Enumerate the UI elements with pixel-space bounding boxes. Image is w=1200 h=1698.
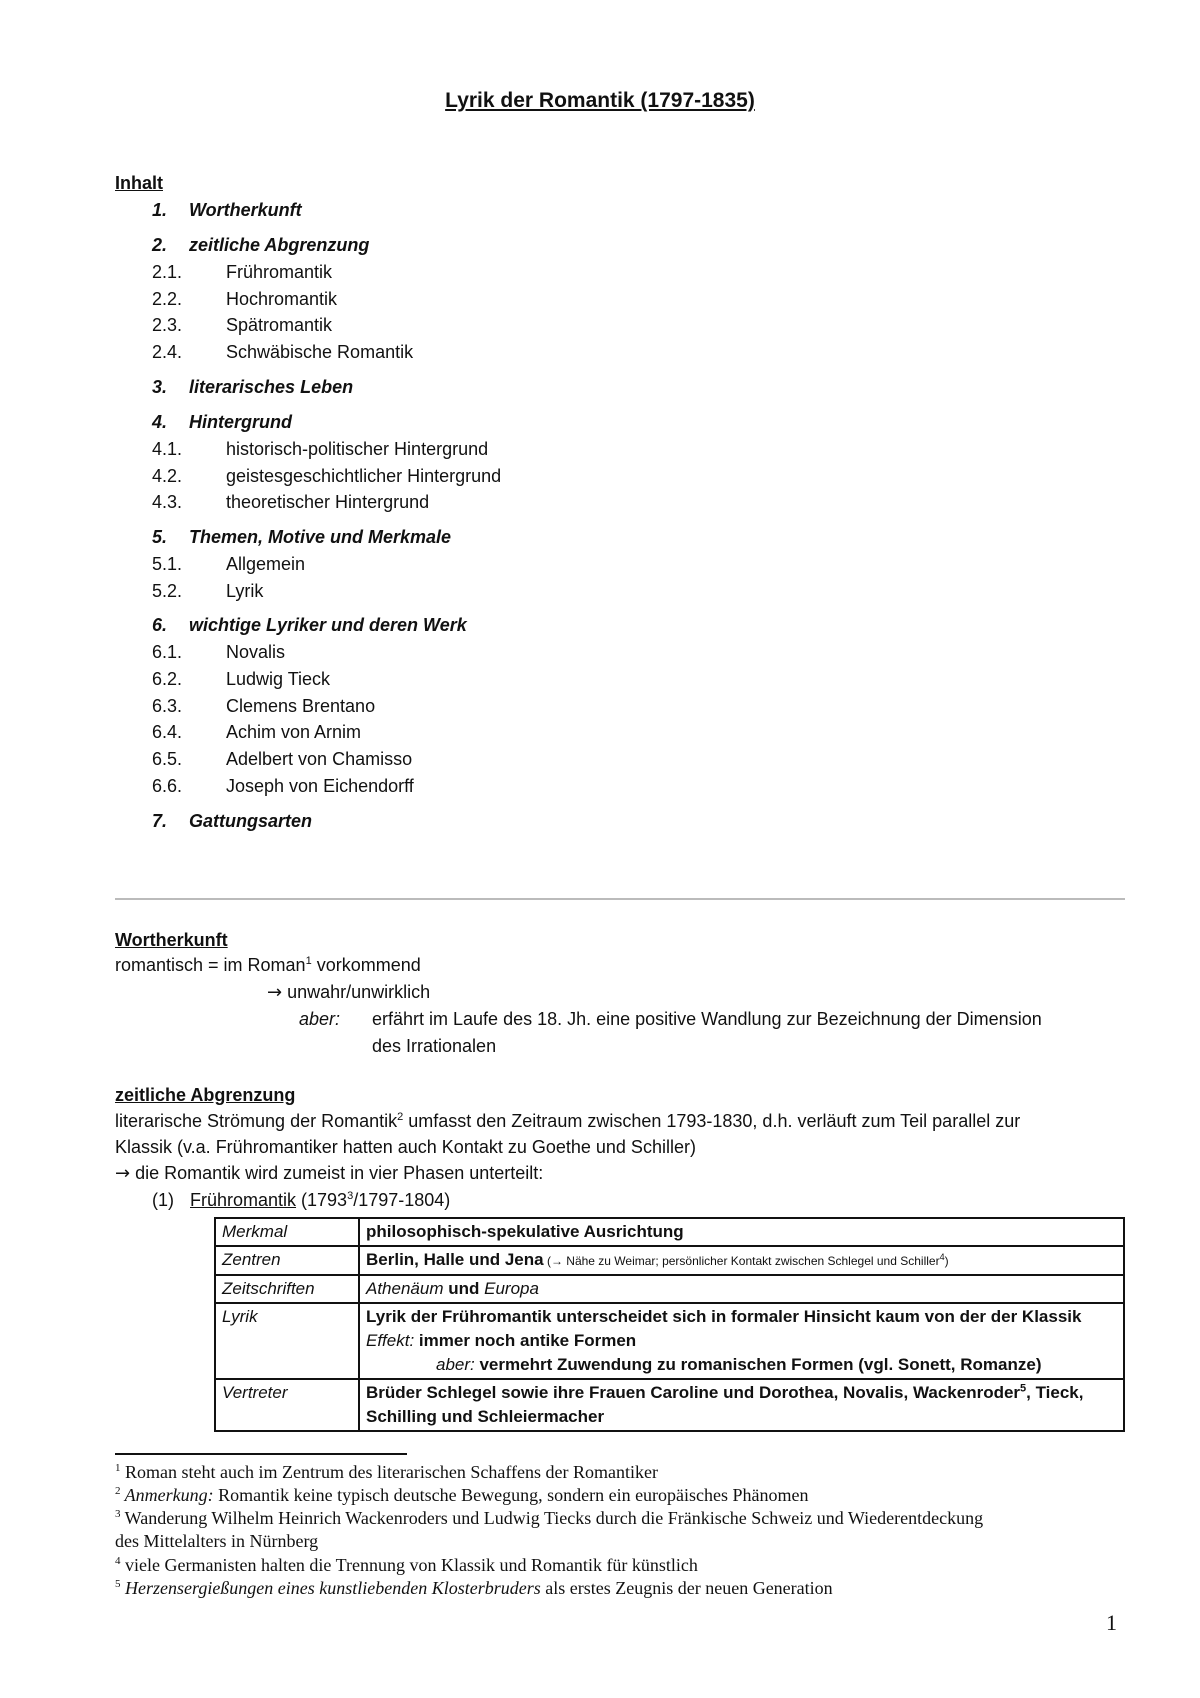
- table-row: [215, 1275, 1124, 1303]
- table-key: Lyrik: [215, 1303, 359, 1379]
- table-value: [359, 1275, 1124, 1303]
- footnote-ref: 4: [939, 1252, 945, 1262]
- footnote-number: 3: [115, 1508, 121, 1520]
- toc-entry-number: 6.4.: [152, 722, 183, 743]
- footnote-text: Roman steht auch im Zentrum des literarischen Schaffens der Romantiker: [120, 1462, 659, 1482]
- toc-entry-label[interactable]: Hintergrund: [189, 411, 292, 432]
- footnote-2: [115, 1485, 809, 1506]
- footnote-number: 1: [115, 1462, 121, 1474]
- footnote-separator: [115, 1453, 407, 1455]
- toc-entry-number: 2.1.: [152, 262, 183, 282]
- phase-title: [190, 1190, 450, 1211]
- toc-entry-number: 4.: [152, 411, 168, 432]
- wortherkunft-line1: [115, 955, 421, 976]
- toc-entry-label[interactable]: Themen, Motive und Merkmale: [189, 526, 452, 547]
- footnote-ref: 2: [397, 1111, 404, 1123]
- section-divider: [115, 898, 1125, 900]
- footnote-text: als erstes Zeugnis der neuen Generation: [540, 1578, 833, 1598]
- fruehromantik-table: [214, 1217, 1125, 1432]
- table-key: Zentren: [215, 1246, 359, 1275]
- toc-entry-number: 2.2.: [152, 288, 183, 309]
- arrow-right-icon: →: [115, 1163, 131, 1184]
- toc-entry-label[interactable]: geistesgeschichtlicher Hintergrund: [226, 465, 502, 486]
- table-value: [359, 1379, 1124, 1431]
- table-value: philosophisch-spekulative Ausrichtung: [359, 1218, 1124, 1246]
- footnote-ref: 3: [347, 1190, 354, 1202]
- lyrik-line3: [366, 1353, 1117, 1377]
- toc-entry-number: 5.1.: [152, 553, 183, 574]
- abgrenzung-phases-intro: die Romantik wird zumeist in vier Phasen unterteilt:: [130, 1163, 544, 1183]
- toc-entry-label[interactable]: Novalis: [226, 642, 286, 663]
- toc-entry-label[interactable]: historisch-politischer Hintergrund: [226, 438, 489, 459]
- toc-entry-number: 6.1.: [152, 642, 183, 663]
- toc-entry-number: 2.3.: [152, 315, 183, 336]
- footnote-3: [115, 1508, 983, 1529]
- conjunction: und: [443, 1279, 485, 1298]
- toc-entry-label[interactable]: theoretischer Hintergrund: [226, 492, 430, 513]
- footnote-italic: Anmerkung:: [120, 1485, 214, 1505]
- footnote-4: [115, 1555, 698, 1576]
- page-title: Lyrik der Romantik (1797-1835): [445, 89, 755, 112]
- footnote-text: Romantik keine typisch deutsche Bewegung, sondern ein europäisches Phänomen: [213, 1485, 809, 1505]
- vertreter-text-b: , Tieck,: [1026, 1383, 1084, 1402]
- table-row: [215, 1303, 1124, 1379]
- zentren-note: [544, 1254, 949, 1268]
- toc-entry-label[interactable]: Spätromantik: [226, 315, 333, 336]
- aber-text-line2: des Irrationalen: [372, 1036, 497, 1056]
- abgrenzung-text-a: literarische Strömung der Romantik: [115, 1111, 398, 1131]
- toc-entry-label[interactable]: literarisches Leben: [189, 376, 354, 397]
- table-key: Merkmal: [215, 1218, 359, 1246]
- toc-entry-label[interactable]: Clemens Brentano: [226, 695, 376, 716]
- lyrik-line2: [366, 1329, 1117, 1353]
- table-row: [215, 1218, 1124, 1246]
- footnote-3-cont: des Mittelalters in Nürnberg: [115, 1531, 319, 1551]
- toc-entry-number: 5.2.: [152, 580, 183, 601]
- table-key: Vertreter: [215, 1379, 359, 1431]
- toc-entry-number: 4.2.: [152, 465, 183, 486]
- section-heading-abgrenzung: zeitliche Abgrenzung: [115, 1085, 296, 1105]
- toc-entry-number: 3.: [152, 376, 168, 397]
- toc-entry-number: 4.3.: [152, 492, 183, 513]
- footnote-number: 5: [115, 1578, 121, 1590]
- toc-entry-number: 5.: [152, 526, 168, 547]
- table-key: Zeitschriften: [215, 1275, 359, 1303]
- journal-name: Athenäum: [366, 1279, 444, 1298]
- aber-label: aber:: [436, 1355, 475, 1374]
- effekt-label: Effekt:: [366, 1331, 415, 1350]
- wortherkunft-meaning: unwahr/unwirklich: [282, 982, 431, 1002]
- toc-entry-label[interactable]: Ludwig Tieck: [226, 669, 331, 689]
- footnote-text: Wanderung Wilhelm Heinrich Wackenroders und Ludwig Tiecks durch die Fränkische Schweiz und Wiederentdeckung: [120, 1508, 984, 1528]
- toc-entry-label[interactable]: Gattungsarten: [189, 810, 313, 831]
- wortherkunft-text-b: vorkommend: [311, 955, 421, 975]
- abgrenzung-line1: [115, 1111, 1020, 1132]
- abgrenzung-line2: Klassik (v.a. Frühromantiker hatten auch Kontakt zu Goethe und Schiller): [115, 1137, 696, 1157]
- table-row: [215, 1379, 1124, 1431]
- toc-entry-number: 4.1.: [152, 438, 183, 459]
- footnote-number: 4: [115, 1555, 121, 1567]
- toc-entry-number: 6.5.: [152, 749, 183, 770]
- abgrenzung-text-b: umfasst den Zeitraum zwischen 1793-1830, d.h. verläuft zum Teil parallel zur: [403, 1111, 1021, 1131]
- table-value: [359, 1303, 1124, 1379]
- toc-entry-number: 7.: [152, 810, 168, 831]
- toc-entry-label[interactable]: Lyrik: [226, 580, 264, 601]
- footnote-ref: 1: [305, 955, 312, 967]
- vertreter-line1: [366, 1381, 1117, 1405]
- toc-entry-label[interactable]: wichtige Lyriker und deren Werk: [189, 615, 467, 636]
- toc-entry-label[interactable]: Hochromantik: [226, 288, 338, 309]
- toc-entry-number: 6.: [152, 615, 168, 636]
- footnote-italic: Herzensergießungen eines kunstliebenden Klosterbruders: [120, 1578, 541, 1598]
- wortherkunft-line2: [267, 982, 430, 1003]
- toc-entry-number: 6.3.: [152, 695, 183, 716]
- toc-entry-label[interactable]: Joseph von Eichendorff: [226, 775, 414, 796]
- vertreter-text-a: Brüder Schlegel sowie ihre Frauen Caroline und Dorothea, Novalis, Wackenroder: [366, 1383, 1021, 1402]
- phase-range-b: /1797-1804): [353, 1190, 451, 1210]
- toc-entry-label[interactable]: Schwäbische Romantik: [226, 342, 414, 363]
- phase-name: Frühromantik: [190, 1190, 297, 1210]
- footnote-text: viele Germanisten halten die Trennung von Klassik und Romantik für künstlich: [120, 1555, 698, 1575]
- toc-heading: Inhalt: [115, 173, 163, 193]
- toc-entry-label[interactable]: Wortherkunft: [189, 200, 302, 220]
- vertreter-line2: Schilling und Schleiermacher: [366, 1407, 605, 1426]
- section-heading-wortherkunft: Wortherkunft: [115, 930, 228, 950]
- toc-entry-label[interactable]: Allgemein: [226, 553, 306, 574]
- footnote-number: 2: [115, 1485, 121, 1497]
- footnote-5: [115, 1578, 833, 1599]
- phase-number: (1): [152, 1190, 174, 1210]
- table-row: [215, 1246, 1124, 1275]
- aber-text: vermehrt Zuwendung zu romanischen Formen (vgl. Sonett, Romanze): [474, 1355, 1042, 1374]
- toc-entry-label[interactable]: Frühromantik: [226, 262, 333, 282]
- footnote-1: [115, 1462, 658, 1483]
- toc-entry-label[interactable]: Adelbert von Chamisso: [226, 749, 413, 770]
- phase-range-a: (1793: [296, 1190, 348, 1210]
- abgrenzung-line3: [115, 1163, 543, 1184]
- aber-text-line1: erfährt im Laufe des 18. Jh. eine positive Wandlung zur Bezeichnung der Dimension: [372, 1009, 1042, 1029]
- toc-entry-number: 1.: [152, 200, 168, 220]
- toc-entry-number: 6.6.: [152, 775, 183, 796]
- journal-name: Europa: [484, 1279, 539, 1298]
- table-value: [359, 1246, 1124, 1275]
- zentren-note-text: (→ Nähe zu Weimar; persönlicher Kontakt zwischen Schlegel und Schiller: [543, 1254, 940, 1268]
- toc-entry-number: 2.: [152, 235, 168, 255]
- toc-entry-label[interactable]: Achim von Arnim: [226, 722, 362, 743]
- toc-entry-number: 2.4.: [152, 342, 183, 363]
- zentren-cities: Berlin, Halle und Jena: [366, 1250, 544, 1269]
- page-number: 1: [1106, 1610, 1117, 1635]
- effekt-text: immer noch antike Formen: [414, 1331, 637, 1350]
- aber-label: aber:: [299, 1009, 341, 1029]
- toc-entry-number: 6.2.: [152, 669, 183, 689]
- arrow-right-icon: →: [267, 982, 283, 1003]
- zentren-note-close: ): [944, 1254, 949, 1268]
- footnote-ref: 5: [1020, 1382, 1027, 1395]
- toc-entry-label[interactable]: zeitliche Abgrenzung: [189, 235, 370, 255]
- wortherkunft-text-a: romantisch = im Roman: [115, 955, 306, 975]
- lyrik-line1: Lyrik der Frühromantik unterscheidet sich in formaler Hinsicht kaum von der der Klassik: [366, 1307, 1082, 1326]
